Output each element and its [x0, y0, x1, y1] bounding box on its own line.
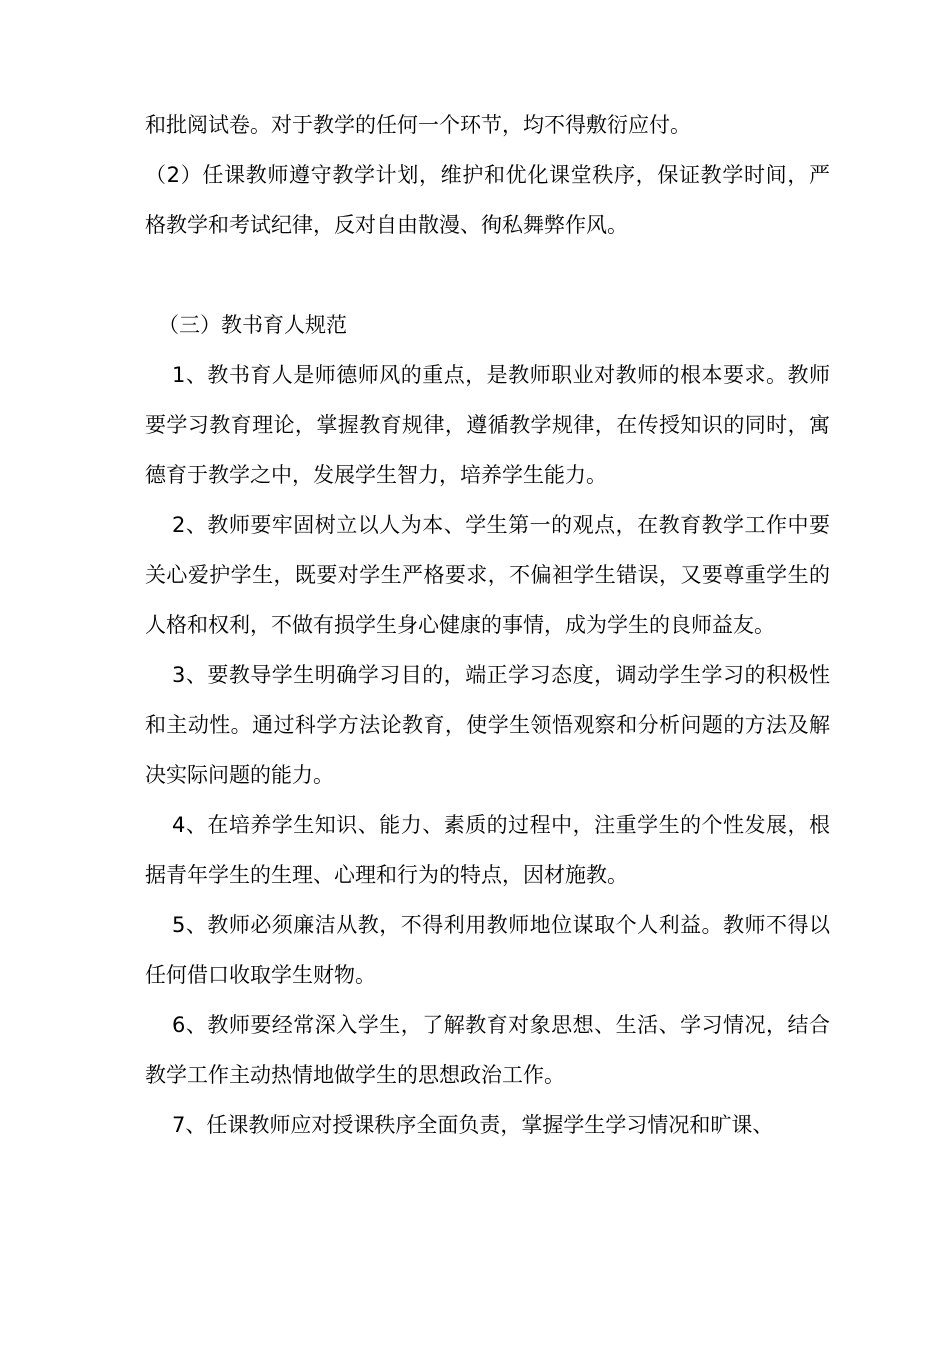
paragraph-item-4: 4、在培养学生知识、能力、素质的过程中，注重学生的个性发展，根据青年学生的生理、心理和行为的特点，因材施教。 — [145, 813, 830, 887]
paragraph-item-1: 1、教书育人是师德师风的重点，是教师职业对教师的根本要求。教师要学习教育理论，掌握教育规律，遵循教学规律，在传授知识的同时，寓德育于教学之中，发展学生智力，培养学生能力。 — [145, 363, 830, 487]
paragraph-item-3: 3、要教导学生明确学习目的，端正学习态度，调动学生学习的积极性和主动性。通过科学方法论教育，使学生领悟观察和分析问题的方法及解决实际问题的能力。 — [145, 663, 830, 787]
spacer — [145, 250, 830, 300]
paragraph-item-2-rules: （2）任课教师遵守教学计划，维护和优化课堂秩序，保证教学时间，严格教学和考试纪律，反对自由散漫、徇私舞弊作风。 — [145, 163, 830, 237]
paragraph-item-2: 2、教师要牢固树立以人为本、学生第一的观点，在教育教学工作中要关心爱护学生，既要对学生严格要求，不偏袒学生错误，又要尊重学生的人格和权利，不做有损学生身心健康的事情，成为学生的良师益友。 — [145, 513, 830, 637]
document-page — [145, 100, 830, 1150]
section-heading: （三）教书育人规范 — [158, 313, 347, 337]
paragraph-item-7: 7、任课教师应对授课秩序全面负责，掌握学生学习情况和旷课、 — [172, 1113, 774, 1137]
paragraph-item-5: 5、教师必须廉洁从教，不得利用教师地位谋取个人利益。教师不得以任何借口收取学生财物。 — [145, 913, 830, 987]
paragraph-continuation: 和批阅试卷。对于教学的任何一个环节，均不得敷衍应付。 — [145, 113, 691, 137]
paragraph-item-6: 6、教师要经常深入学生，了解教育对象思想、生活、学习情况，结合教学工作主动热情地做学生的思想政治工作。 — [145, 1013, 830, 1087]
